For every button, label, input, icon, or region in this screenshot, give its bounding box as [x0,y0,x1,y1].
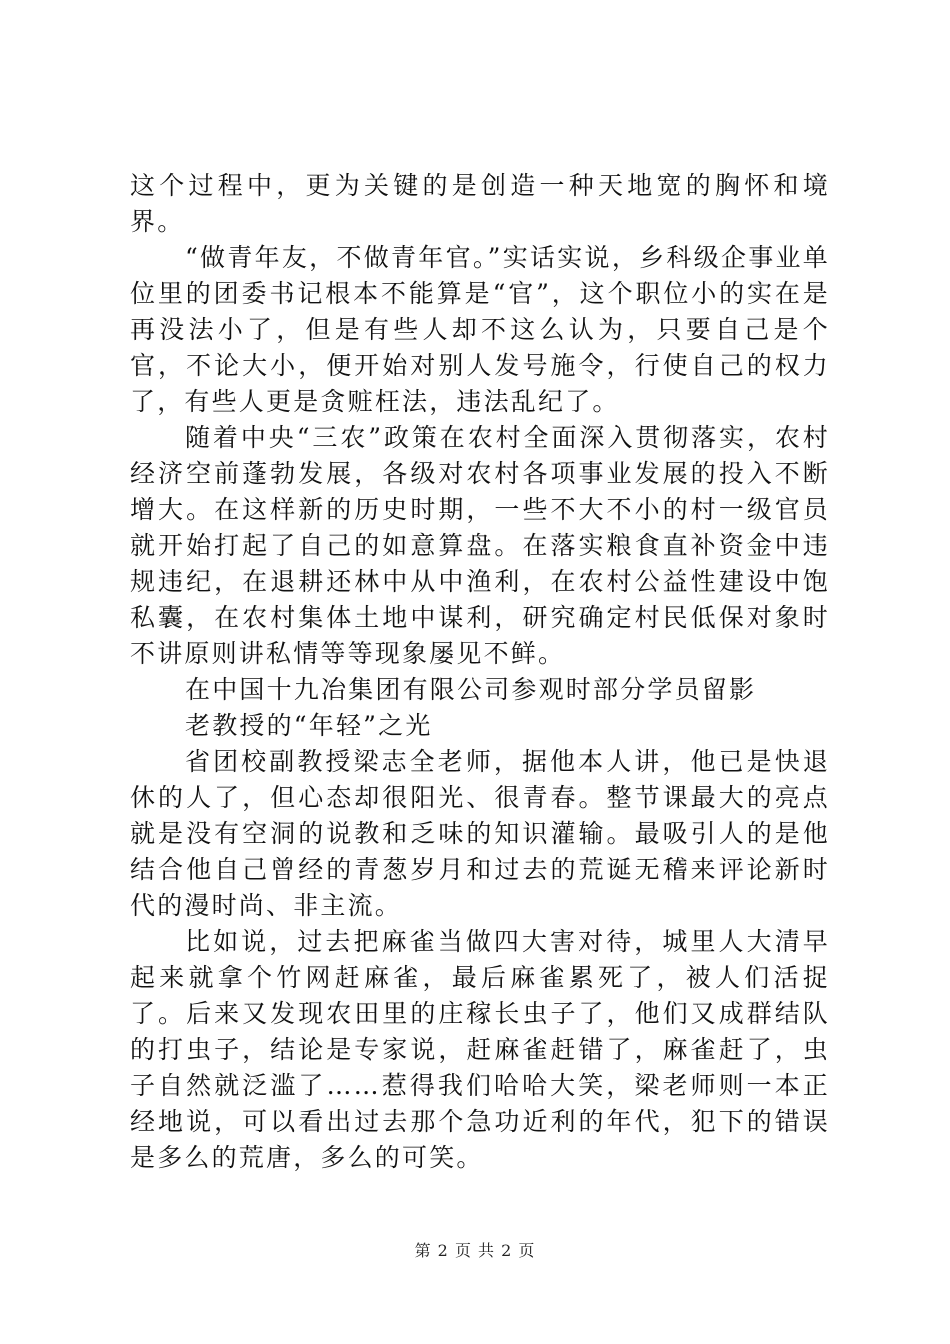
paragraph-4: 省团校副教授梁志全老师，据他本人讲，他已是快退休的人了，但心态却很阳光、很青春。整节课最大的亮点就是没有空洞的说教和乏味的知识灌输。最吸引人的是他结合他自己曾经的青葱岁月和过去的荒诞无稽来评论新时代的漫时尚、非主流。 [130,747,830,920]
paragraph-3: 随着中央“三农”政策在农村全面深入贯彻落实，农村经济空前蓬勃发展，各级对农村各项事业发展的投入不断增大。在这样新的历史时期，一些不大不小的村一级官员就开始打起了自己的如意算盘。在落实粮食直补资金中违规违纪，在退耕还林中从中渔利，在农村公益性建设中饱私囊，在农村集体土地中谋利，研究确定村民低保对象时不讲原则讲私情等等现象屡见不鲜。 [130,423,830,668]
paragraph-5: 比如说，过去把麻雀当做四大害对待，城里人大清早起来就拿个竹网赶麻雀，最后麻雀累死了，被人们活捉了。后来又发现农田里的庄稼长虫子了，他们又成群结队的打虫子，结论是专家说，赶麻雀赶错了，麻雀赶了，虫子自然就泛滥了……惹得我们哈哈大笑，梁老师则一本正经地说，可以看出过去那个急功近利的年代，犯下的错误是多么的荒唐，多么的可笑。 [130,927,830,1172]
page-number-footer: 第 2 页 共 2 页 [414,1241,536,1260]
paragraph-2: “做青年友，不做青年官。”实话实说，乡科级企事业单位里的团委书记根本不能算是“官”，这个职位小的实在是再没法小了，但是有些人却不这么认为，只要自己是个官，不论大小，便开始对别人发号施令，行使自己的权力了，有些人更是贪赃枉法，违法乱纪了。 [130,243,830,416]
photo-caption: 在中国十九冶集团有限公司参观时部分学员留影 [185,675,757,704]
document-body [130,168,830,1176]
paragraph-1: 这个过程中，更为关键的是创造一种天地宽的胸怀和境界。 [130,171,830,236]
section-heading: 老教授的“年轻”之光 [185,711,433,740]
